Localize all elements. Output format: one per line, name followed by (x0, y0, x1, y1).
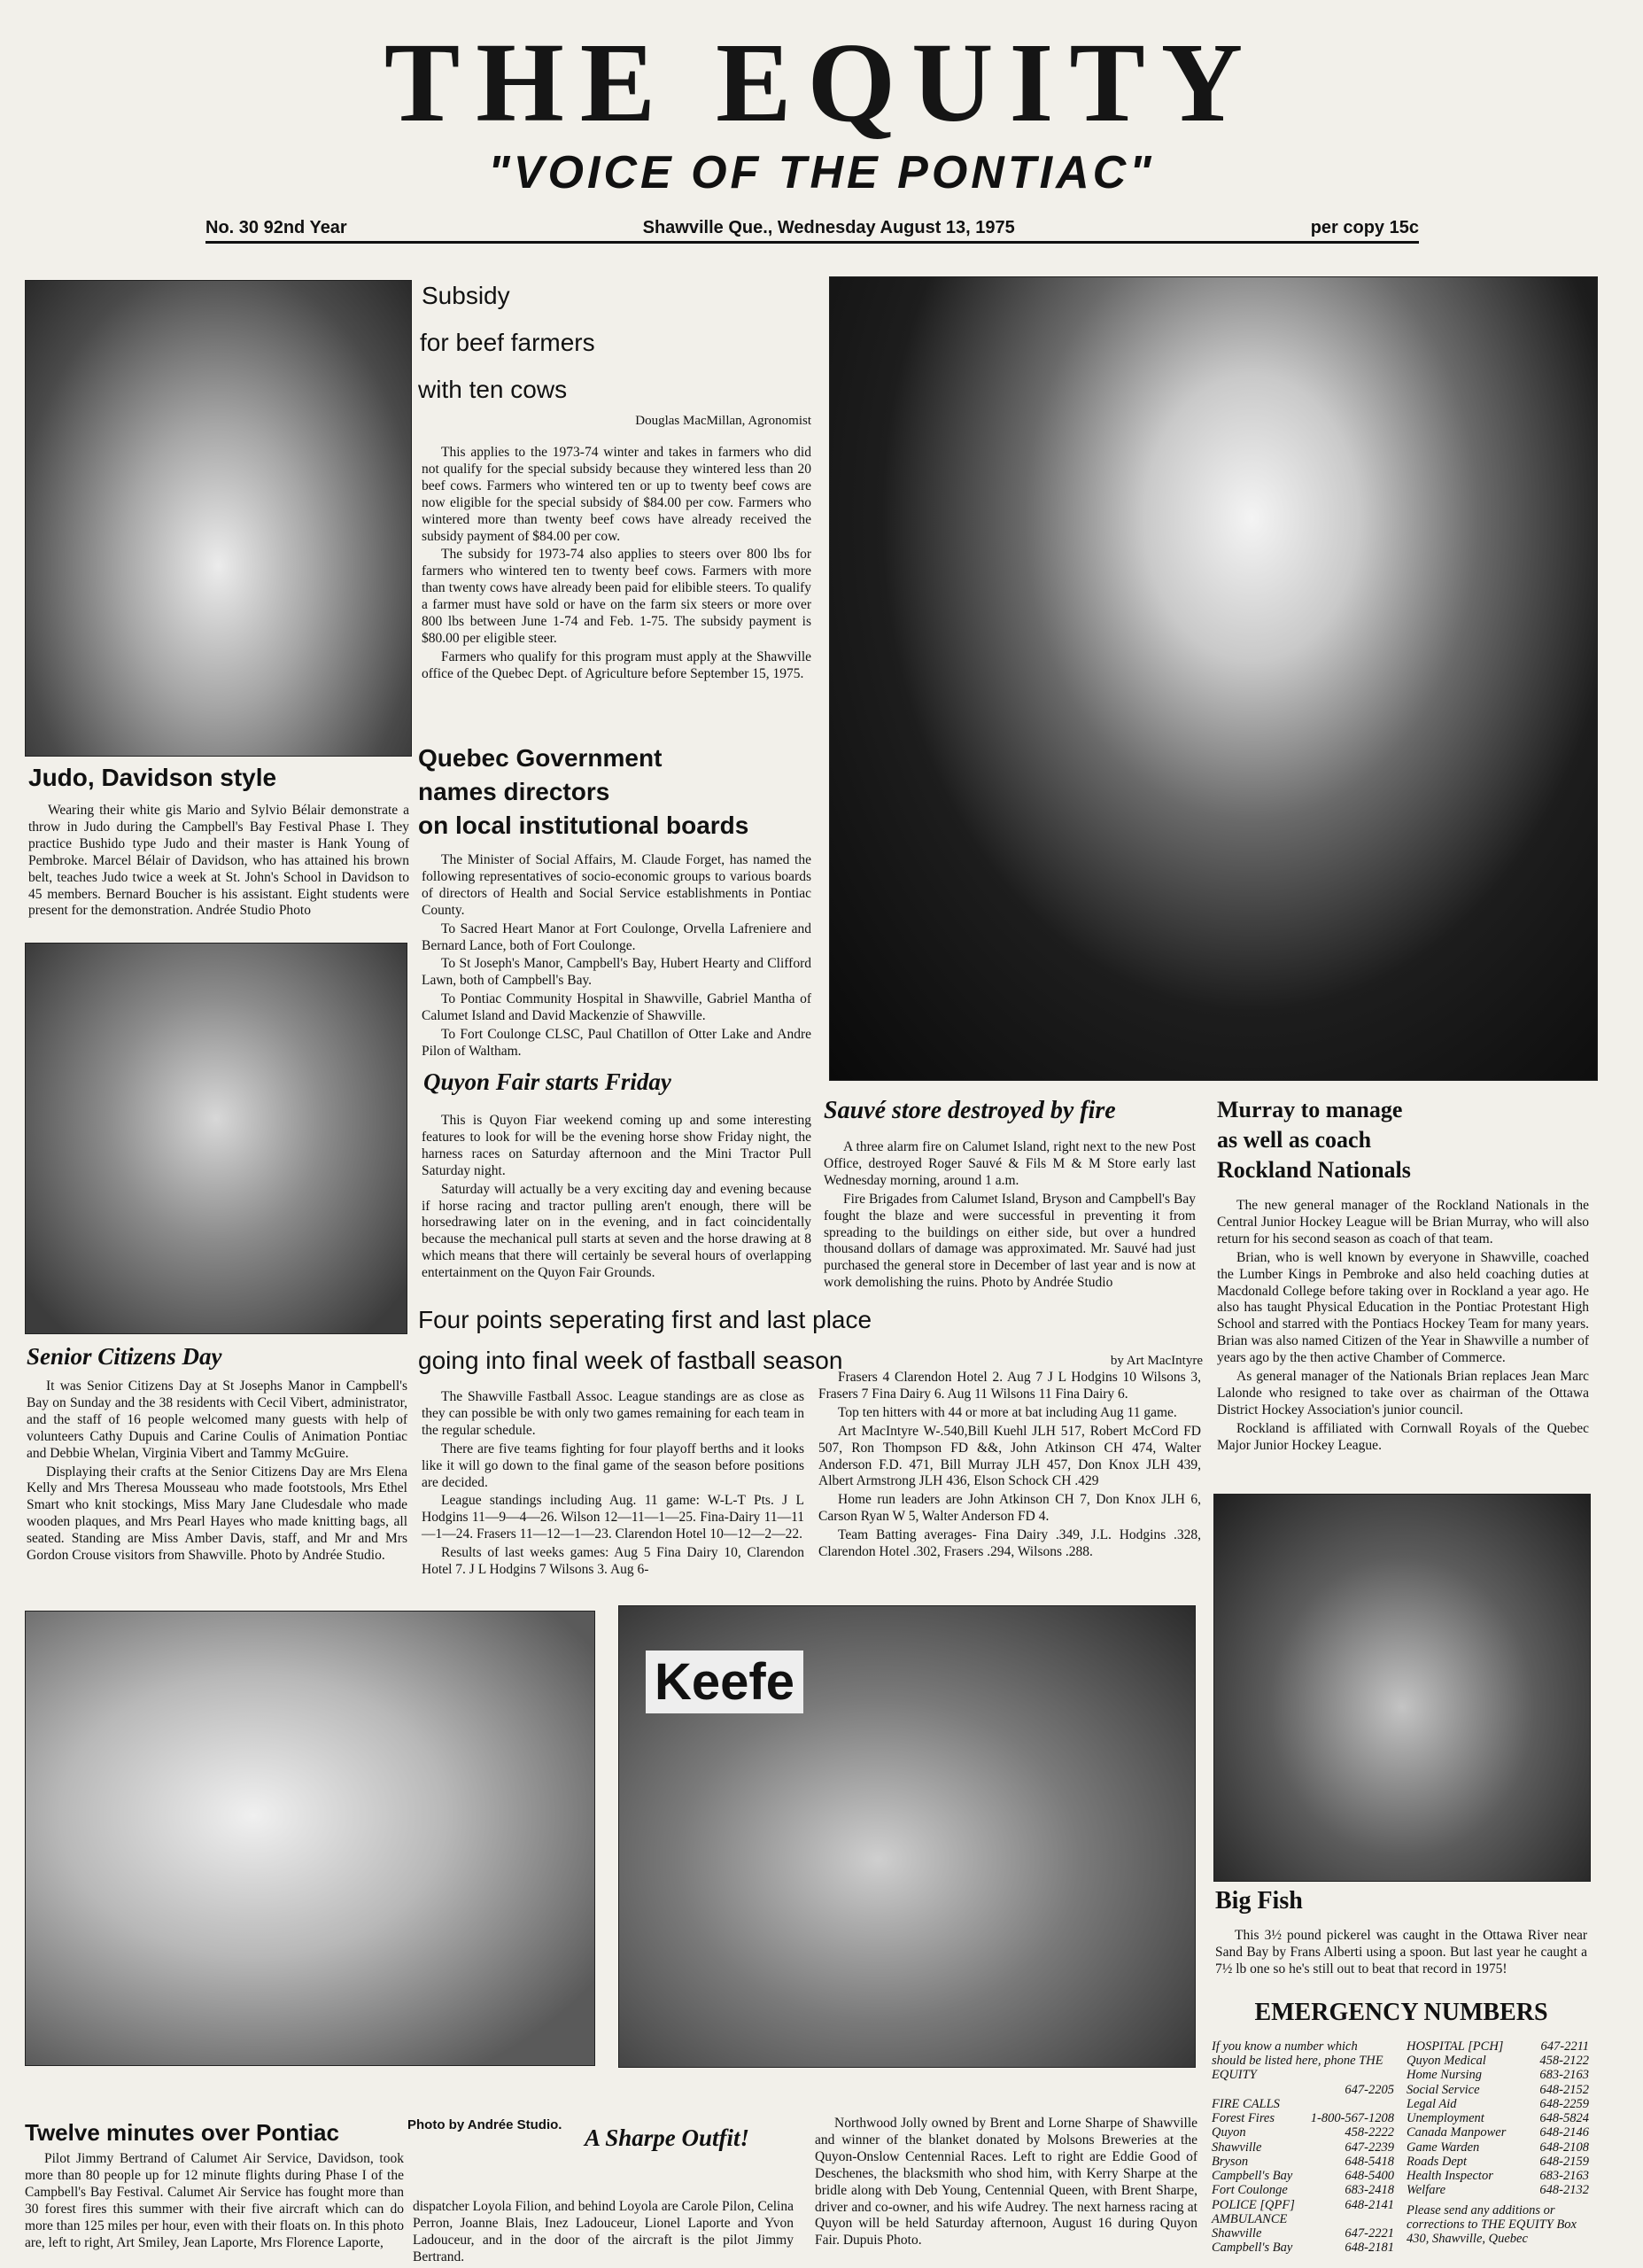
judo-caption: Wearing their white gis Mario and Sylvio Bélair demonstrate a throw in Judo during the Campbell's Bay Festival Phase I. They practice Bushido type Judo and their master is Hank Young of Pembroke. Marcel Bélair of Davidson, who has attained his brown belt, teaches Judo twice a week at St. John's School in Davidson to 45 members. Bernard Boucher is his assistant. Eight students were present for the demonstration. Andrée Studio Photo (28, 803, 409, 919)
emergency-left-row: Campbell's Bay 648-5400 (1212, 2169, 1394, 2184)
emergency-right-row: Roads Dept 648-2159 (1407, 2154, 1589, 2169)
emergency-left-row: AMBULANCE (1212, 2211, 1288, 2226)
quebec-headline-1: Quebec Government (418, 744, 663, 772)
float-plane-photo (25, 1611, 595, 2066)
van-lettering: Keefe (646, 1651, 803, 1713)
emergency-left-row: Forest Fires 1-800-567-1208 (1212, 2111, 1394, 2126)
emergency-right-row: Home Nursing 683-2163 (1407, 2068, 1589, 2083)
murray-headline-2: as well as coach (1217, 1127, 1372, 1153)
emergency-right-row: Game Warden 648-2108 (1407, 2140, 1589, 2155)
fastball-byline: by Art MacIntyre (1110, 1354, 1203, 1368)
store-fire-photo (829, 276, 1598, 1081)
issue-price: per copy 15c (1310, 218, 1419, 237)
issue-number: No. 30 92nd Year (205, 218, 347, 237)
sharpe-headline: A Sharpe Outfit! (585, 2124, 750, 2151)
sharpe-body: Northwood Jolly owned by Brent and Lorne Sharpe of Shawville and winner of the blanket donated by Molsons Breweries at the Quyon-Onslow Centennial Races. Left to right are Eddie Good of Deschenes, the blacksmith who shod him, with Kerry Sharpe at the bridle along with Deb Young, Centennial Queen, with Brent Sharpe, driver and co-owner, and his wife Audrey. The next harness racing at Quyon will be held Saturday afternoon, August 16 during Quyon Fair. Dupuis Photo. (815, 2116, 1197, 2249)
issue-date: Shawville Que., Wednesday August 13, 1975 (642, 218, 1015, 237)
senior-body: It was Senior Citizens Day at St Josephs Manor in Campbell's Bay on Sunday and the 38 residents with Cecil Vibert, administrator, and the staff of 16 people welcomed many guests with help of volunteers Cathy Dupuis and Carine Coulis of Animation Pontiac and Debbie Whelan, Virginia Vibert and Tammy McGuire. Displaying their crafts at the Senior Citizens Day are Mrs Elena Kelly and Mrs Theresa Mousseau who made footstools, Mrs Ethel Smart who knit stockings, Miss Mary Jane Cludesdale who made wooden plaques, and Mrs Pearl Hayes who made knitting bags, all seated. Standing are Miss Amber Davis, staff, and Mr and Mrs Gordon Crouse visitors from Shawville. Photo by Andrée Studio. (27, 1379, 407, 1564)
emergency-left-row: Campbell's Bay 648-2181 (1212, 2241, 1394, 2256)
murray-headline-1: Murray to manage (1217, 1097, 1403, 1122)
emergency-intro-number: 647-2205 (1345, 2082, 1394, 2097)
quebec-body: The Minister of Social Affairs, M. Claude Forget, has named the following representatives of socio-economic groups to various boards of directors of Health and Social Service establishments in Pontiac County. To Sacred Heart Manor at Fort Coulonge, Orvella Lafreniere and Bernard Lance, both of Fort Coulonge. To St Joseph's Manor, Campbell's Bay, Hubert Hearty and Clifford Lawn, both of Campbell's Bay. To Pontiac Community Hospital in Shawville, Gabriel Mantha of Calumet Island and David Mackenzie of Shawville. To Fort Coulonge CLSC, Paul Chatillon of Otter Lake and Andre Pilon of Waltham. (422, 852, 811, 1059)
senior-citizens-photo (25, 943, 407, 1334)
emergency-left-row: FIRE CALLS (1212, 2096, 1280, 2111)
emergency-right-column (1407, 2039, 1589, 2246)
judo-photo (25, 280, 412, 757)
dateline-bar (205, 218, 1419, 238)
bigfish-body: This 3½ pound pickerel was caught in the Ottawa River near Sand Bay by Frans Alberti using a spoon. But last year he caught a 7½ lb one so he's still out to beat that record in 1975! (1215, 1928, 1587, 1977)
emergency-right-row: Welfare 648-2132 (1407, 2183, 1589, 2198)
bigfish-headline: Big Fish (1215, 1887, 1303, 1915)
quyon-headline: Quyon Fair starts Friday (423, 1068, 671, 1095)
emergency-right-row: Social Service 648-2152 (1407, 2082, 1589, 2097)
big-fish-photo (1213, 1494, 1591, 1882)
quebec-headline-3: on local institutional boards (418, 812, 749, 839)
emergency-left-column (1212, 2039, 1394, 2256)
murray-body: The new general manager of the Rockland Nationals in the Central Junior Hockey League will be Brian Murray, who will also return for his second season as coach of that team. Brian, who is well known by everyone in Shawville, coached the Lumber Kings in Pembroke and also held coaching duties at Macdonald College before taking over in Rockland a year ago. He also has taught Physical Education in the Pontiac Protestant High School and starred with the Pontiacs Hockey Team for many years. Brian was also named Citizen of the Year in Shawville a number of years ago by the then active Chamber of Commerce. As general manager of the Nationals Brian replaces Jean Marc Lalonde who resigned to take over as chairman of the Ottawa District Hockey Association's junior council. Rockland is affiliated with Cornwall Royals of the Quebec Major Junior Hockey League. (1217, 1198, 1589, 1453)
emergency-left-row: Quyon 458-2222 (1212, 2125, 1394, 2140)
subsidy-headline-2: for beef farmers (420, 329, 595, 356)
subsidy-body: This applies to the 1973-74 winter and takes in farmers who did not qualify for the special subsidy because they wintered less than 20 beef cows. Farmers who wintered ten or up to twenty beef cows are now eligible for the special subsidy of $84.00 per cow. Farmers who wintered more than twenty beef cows have already received the subsidy payment of $84.00 per cow. The subsidy for 1973-74 also applies to steers over 800 lbs for farmers who wintered ten to twenty beef cows. Farmers with more than twenty cows have already been paid for elibible steers. To qualify a farmer must have sold or have on the farm six steers or more over 800 lbs between June 1-74 and Feb. 1-75. The subsidy payment is $80.00 per eligible steer. Farmers who qualify for this program must apply at the Shawville office of the Quebec Dept. of Agriculture before September 15, 1975. (422, 445, 811, 681)
emergency-left-row: Shawville 647-2221 (1212, 2226, 1394, 2241)
murray-headline-3: Rockland Nationals (1217, 1157, 1411, 1183)
twelve-headline: Twelve minutes over Pontiac (25, 2119, 339, 2146)
emergency-left-row: POLICE [QPF] 648-2141 (1212, 2197, 1394, 2212)
subsidy-headline-1: Subsidy (422, 282, 510, 309)
subsidy-byline: Douglas MacMillan, Agronomist (635, 414, 811, 428)
emergency-right-row: HOSPITAL [PCH] 647-2211 (1407, 2039, 1589, 2054)
masthead-tagline: "VOICE OF THE PONTIAC" (488, 147, 1155, 198)
quyon-body: This is Quyon Fiar weekend coming up and some interesting features to look for will be the evening horse show Friday night, the harness races on Saturday afternoon and the Mini Tractor Pull Saturday night. Saturday will actually be a very exciting day and evening because if horse racing and tractor pulling aren't enough, there will be horsedrawing later on in the evening, and in fact coincidentally because the mechanical pull starts at seven and the horse drawing at 8 which means that there will certainly be several hours of overlapping entertainment on the Quyon Fair Grounds. (422, 1113, 811, 1281)
harness-horse-photo (618, 1605, 1196, 2068)
twelve-photo-credit: Photo by Andrée Studio. (407, 2117, 562, 2132)
emergency-left-row: Fort Coulonge 683-2418 (1212, 2183, 1394, 2198)
fastball-body-left: The Shawville Fastball Assoc. League standings are as close as they can possible be with only two games remaining for each team in the regular schedule. There are five teams fighting for four playoff berths and it looks like it will go down to the final game of the season before positions are decided. League standings including Aug. 11 game: W-L-T Pts. J L Hodgins 11—9—4—26. Wilson 12—11—1—25. Fina-Dairy 11—11—1—24. Frasers 11—12—1—23. Clarendon Hotel 10—12—2—22. Results of last weeks games: Aug 5 Fina Dairy 10, Clarendon Hotel 7. J L Hodgins 7 Wilsons 3. Aug 6- (422, 1389, 804, 1578)
emergency-right-row: Canada Manpower 648-2146 (1407, 2125, 1589, 2140)
masthead-title: THE EQUITY (384, 19, 1259, 145)
fastball-headline-1: Four points seperating first and last place (418, 1306, 872, 1333)
emergency-footer: Please send any additions or corrections to THE EQUITY Box 430, Shawville, Quebec (1407, 2202, 1577, 2247)
fastball-headline-2: going into final week of fastball season (418, 1347, 843, 1374)
emergency-headline: EMERGENCY NUMBERS (1254, 1999, 1548, 2026)
masthead-rule (205, 241, 1419, 244)
sauve-headline: Sauvé store destroyed by fire (824, 1097, 1116, 1124)
twelve-body: Pilot Jimmy Bertrand of Calumet Air Service, Davidson, took more than 80 people up for 12 minute flights during Phase I of the Campbell's Bay Festival. Calumet Air Service has fought more than 30 forest fires this summer with their five aircraft which can do more than 125 miles per hour, even with their floats on. In this photo are, left to right, Art Smiley, Jean Laporte, Mrs Florence Laporte, (25, 2151, 404, 2250)
emergency-right-row: Quyon Medical 458-2122 (1407, 2054, 1589, 2069)
twelve-body-continued: dispatcher Loyola Filion, and behind Loyola are Carole Pilon, Celina Perron, Joanne Blais, Inez Ladouceur, Lionel Laporte and Yvon Ladouceur, and in the door of the aircraft is the pilot Jimmy Bertrand. (413, 2199, 794, 2264)
emergency-right-row: Unemployment 648-5824 (1407, 2111, 1589, 2126)
emergency-intro: If you know a number which should be listed here, phone THE EQUITY (1212, 2039, 1383, 2083)
emergency-left-row: Shawville 647-2239 (1212, 2140, 1394, 2155)
subsidy-headline-3: with ten cows (418, 376, 568, 403)
senior-headline: Senior Citizens Day (27, 1343, 222, 1370)
fastball-body-right: Frasers 4 Clarendon Hotel 2. Aug 7 J L Hodgins 10 Wilsons 3, Frasers 7 Fina Dairy 6. Aug 11 Wilsons 11 Fina Dairy 6. Top ten hitters with 44 or more at bat including Aug 11 game. Art MacIntyre W-.540,Bill Kuehl JLH 517, Robert McCord FD 507, Ron Thompson FD &&, John Atkinson CH 474, Walter Anderson F.D. 471, Bill Murray JLH 457, Don Knox JLH 439, Albert Armstrong JLH 436, Elson Schock CH .429 Home run leaders are John Atkinson CH 7, Don Knox JLH 6, Carson Ryan W 5, Walter Anderson FD 4. Team Batting averages- Fina Dairy .349, J.L. Hodgins .328, Clarendon Hotel .302, Frasers .294, Wilsons .288. (818, 1370, 1201, 1560)
sauve-body: A three alarm fire on Calumet Island, right next to the new Post Office, destroyed Roger Sauvé & Fils M & M Store early last Wednesday morning, around 1 a.m. Fire Brigades from Calumet Island, Bryson and Campbell's Bay fought the blaze and were successful in preventing it from spreading to the buildings on either side, but over a hundred thousand dollars of damage was approximated. Mr. Sauvé had just purchased the general store in December of last year and is now at work demolishing the ruins. Photo by Andrée Studio (824, 1139, 1196, 1291)
judo-headline: Judo, Davidson style (28, 764, 277, 791)
emergency-right-row: Health Inspector 683-2163 (1407, 2169, 1589, 2184)
emergency-right-row: Legal Aid 648-2259 (1407, 2096, 1589, 2111)
quebec-headline-2: names directors (418, 778, 610, 805)
emergency-left-row: Bryson 648-5418 (1212, 2154, 1394, 2169)
